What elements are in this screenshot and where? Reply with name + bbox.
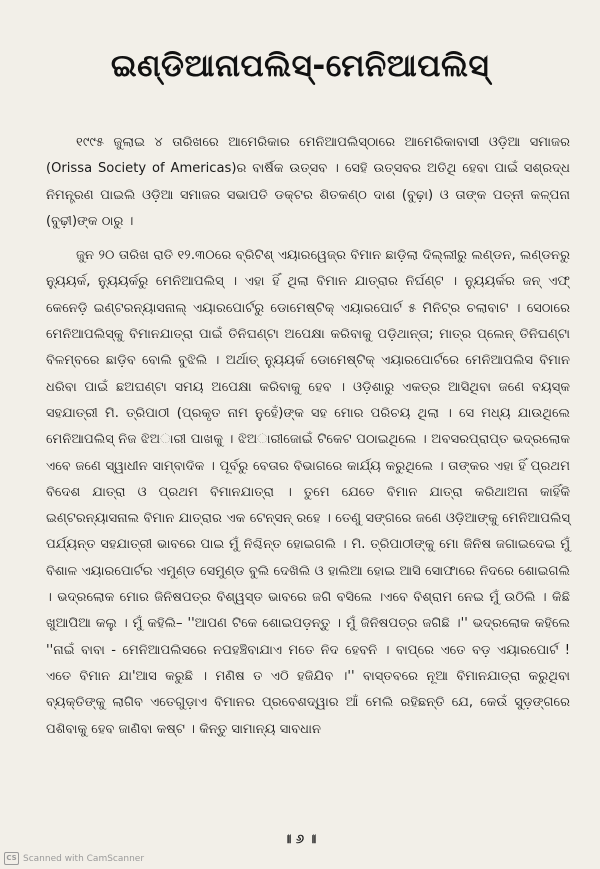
camscanner-logo-icon: CS	[4, 852, 19, 865]
page-title: ଇଣ୍ଡିଆନାପଲିସ୍-ମେନିଆପଲିସ୍	[110, 48, 490, 84]
paragraph-2: ଜୁନ ୨୦ ତାରିଖ ରାତି ୧୨.୩୦ରେ ବ୍ରିଟିଶ୍ ଏୟାରୱେଜ୍ର ବିମାନ ଛାଡ଼ିଲା ଦିଲ୍ଲୀରୁ ଲଣ୍ଡନ, ଲଣ୍ଡନରୁ ନ୍ୟୁୟର୍କ, ନ୍ୟୁୟର୍କରୁ ମେନିଆପଲିସ୍ । ଏହା ହିଁ ଥିଲା ବିମାନ ଯାତ୍ରାର ନିର୍ଘଣ୍ଟ । ନ୍ୟୁୟର୍କର ଜନ୍ ଏଫ୍ କେନେଡ଼ି ଇଣ୍ଟରନ୍ୟାସନାଲ୍ ଏୟାରପୋର୍ଟରୁ ଡୋମେଷ୍ଟିକ୍ ଏୟାରପୋର୍ଟ ୫ ମିନିଟ୍ର ଚଲାବାଟ । ସେଠାରେ ମେନିଆପଲିସ୍କୁ ବିମାନଯାତ୍ରା ପାଇଁ ତିନିଘଣ୍ଟା ଅପେକ୍ଷା କରିବାକୁ ପଡ଼ିଥାନ୍ତା; ମାତ୍ର ପ୍ଲେନ୍ ତିନିଘଣ୍ଟା ବିଳମ୍ବରେ ଛାଡ଼ିବ ବୋଲି ବୁଝିଲି । ଅର୍ଥାତ୍ ନ୍ୟୁୟର୍କ ଡୋମେଷ୍ଟିକ୍ ଏୟାରପୋର୍ଟରେ ମେନିଆପଲିସ ବିମାନ ଧରିବା ପାଇଁ ଛଅଘଣ୍ଟା ସମୟ ଅପେକ୍ଷା କରିବାକୁ ହେବ । ଓଡ଼ିଶାରୁ ଏକତ୍ର ଆସିଥିବା ଜଣେ ବୟସ୍କ ସହଯାତ୍ରୀ ମି. ତ୍ରିପାଠୀ (ପ୍ରକୃତ ନାମ ନୁହେଁ)ଙ୍କ ସହ ମୋର ପରିଚୟ ଥିଲା । ସେ ମଧ୍ୟ ଯାଉଥିଲେ ମେନିଆପଲିସ୍ ନିଜ ଝିଅାରୀ ପାଖକୁ । ଝିଅାରୀଜୋଇଁ ଟିକେଟ ପଠାଇଥିଲେ । ଅବସରପ୍ରାପ୍ତ ଭଦ୍ରଲୋକ ଏବେ ଜଣେ ସ୍ୱାଧୀନ ସାମ୍ବାଦିକ । ପୂର୍ବରୁ ବେତାର ବିଭାଗରେ କାର୍ଯ୍ୟ କରୁଥିଲେ । ତାଙ୍କର ଏହା ହିଁ ପ୍ରଥମ ବିଦେଶ ଯାତ୍ରା ଓ ପ୍ରଥମ ବିମାନଯାତ୍ରା । ତୁମେ ଯେତେ ବିମାନ ଯାତ୍ରା କରିଥାଅନା କାହିଁକି ଇଣ୍ଟରନ୍ୟାସନାଲ ବିମାନ ଯାତ୍ରାର ଏକ ଟେନ୍ସନ୍ ରହେ । ତେଣୁ ସଙ୍ଗରେ ଜଣେ ଓଡ଼ିଆଙ୍କୁ ମେନିଆପଲିସ୍ ପର୍ଯ୍ୟନ୍ତ ସହଯାତ୍ରୀ ଭାବରେ ପାଇ ମୁଁ ନିଶ୍ଚିନ୍ତ ହୋଇଗଲି । ମି. ତ୍ରିପାଠୀଙ୍କୁ ମୋ ଜିନିଷ ଜଗାଇଦେଇ ମୁଁ ବିଶାଳ ଏୟାରପୋର୍ଟର ଏମୁଣ୍ଡ ସେମୁଣ୍ଡ ବୁଲି ଦେଖିଲି ଓ ହାଲିଆ ହୋଇ ଆସି ସୋଫାରେ ନିଦରେ ଶୋଇଗଲି । ଭଦ୍ରଲୋକ ମୋର ଜିନିଷପତ୍ର ବିଶ୍ୱସ୍ତ ଭାବରେ ଜଗି ବସିଲେ ।ଏବେ ବିଶ୍ରାମ ନେଇ ମୁଁ ଉଠିଲି । କିଛି ଖୁଆପିଆ କଲୁ । ମୁଁ କହିଲି– ''ଆପଣ ଟିକେ ଶୋଇପଡ଼ନ୍ତୁ । ମୁଁ ଜିନିଷପତ୍ର ଜଗିଛି ।'' ଭଦ୍ରଲୋକ କହିଲେ ''ନାଇଁ ବାବା - ମେନିଆପଲିସରେ ନପହଞ୍ଚିବାଯାଏ ମତେ ନିଦ ହେବନି । ବାପ୍ରେ ଏତେ ବଡ଼ ଏୟାରପୋର୍ଟ ! ଏତେ ବିମାନ ଯା'ଆସ କରୁଛି । ମଣିଷ ତ ଏଠି ହଜିଯିବ ।'' ବାସ୍ତବରେ ନୂଆ ବିମାନଯାତ୍ରା କରୁଥିବା ବ୍ୟକ୍ତିଙ୍କୁ ଲାଗିବ ଏତେଗୁଡ଼ାଏ ବିମାନର ପ୍ରବେଶଦ୍ୱାର ଆଁ ମେଲି ରହିଛନ୍ତି ଯେ, କେଉଁ ସୁଡ଼ଙ୍ଗରେ ପଶିବାକୁ ହେବ ଜାଣିବା କଷ୍ଟ । କିନ୍ତୁ ସାମାନ୍ୟ ସାବଧାନ	[46, 248, 570, 737]
scanner-watermark	[4, 852, 144, 865]
paragraph-1: ୧୯୯୫ ଜୁଲାଇ ୪ ତାରିଖରେ ଆମେରିକାର ମେନିଆପଲିସ୍ଠାରେ ଆମେରିକାବାସୀ ଓଡ଼ିଆ ସମାଜର (Orissa Society of Americas)ର ବାର୍ଷିକ ଉତ୍ସବ । ସେହି ଉତ୍ସବର ଅତିଥି ହେବା ପାଇଁ ସଶ୍ରଦ୍ଧ ନିମନ୍ତ୍ରଣ ପାଇଲି ଓଡ଼ିଆ ସମାଜର ସଭାପତି ଡକ୍ଟର ଶିତକଣ୍ଠ ଦାଶ (ବୁଢ଼ା) ଓ ତାଙ୍କ ପତ୍ନୀ କଳ୍ପନା (ବୁଢ଼ୀ)ଙ୍କ ଠାରୁ ।	[46, 135, 570, 229]
page-number: ॥ ୬ ॥	[283, 832, 317, 847]
body-text	[46, 130, 570, 744]
watermark-text: Scanned with CamScanner	[23, 853, 145, 864]
